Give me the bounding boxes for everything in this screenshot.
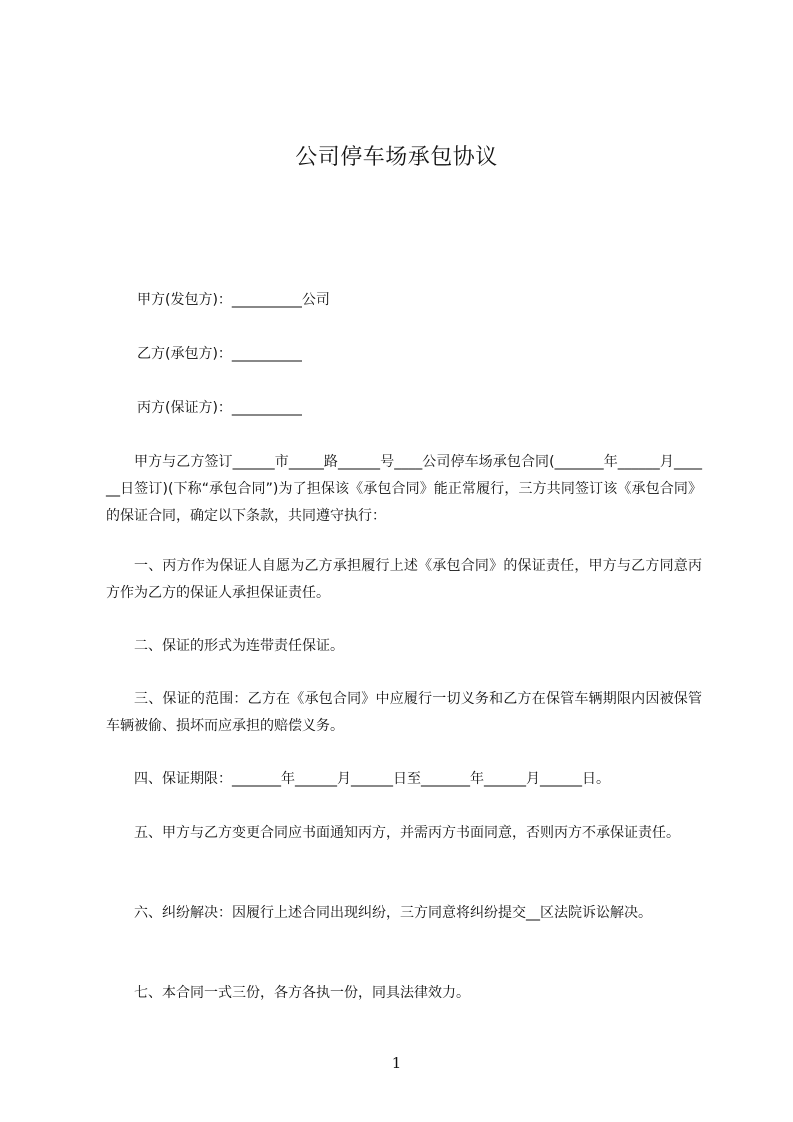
clause-4: 四、保证期限：_______年______月______日至_______年______月______日。: [134, 771, 610, 787]
clause-3: 三、保证的范围：乙方在《承包合同》中应履行一切义务和乙方在保管车辆期限内因被保管车辆被偷、损坏而应承担的赔偿义务。: [106, 691, 702, 734]
clause-7: 七、本合同一式三份，各方各执一份，同具法律效力。: [134, 985, 470, 1001]
party-b-line: 乙方(承包方)：__________: [137, 346, 302, 362]
page-number: 1: [391, 1054, 402, 1072]
document-title: 公司停车场承包协议: [295, 145, 498, 170]
party-a-line: 甲方(发包方)：__________公司: [137, 292, 330, 308]
clause-6: 六、纠纷解决：因履行上述合同出现纠纷，三方同意将纠纷提交__区法院诉讼解决。: [134, 905, 652, 921]
clause-1: 一、丙方作为保证人自愿为乙方承担履行上述《承包合同》的保证责任，甲方与乙方同意丙方作为乙方的保证人承担保证责任。: [106, 558, 702, 601]
clause-2: 二、保证的形式为连带责任保证。: [134, 638, 344, 654]
party-c-line: 丙方(保证方)：__________: [137, 400, 302, 416]
intro-paragraph: 甲方与乙方签订______市_____路______号____公司停车场承包合同(_______年______月______日签订)(下称“承包合同”)为了担保该《承包合同》能正常履行，三方共同签订该《承包合同》的保证合同，确定以下条款，共同遵守执行：: [106, 454, 702, 524]
clause-5: 五、甲方与乙方变更合同应书面通知丙方，并需丙方书面同意，否则丙方不承保证责任。: [134, 825, 680, 841]
